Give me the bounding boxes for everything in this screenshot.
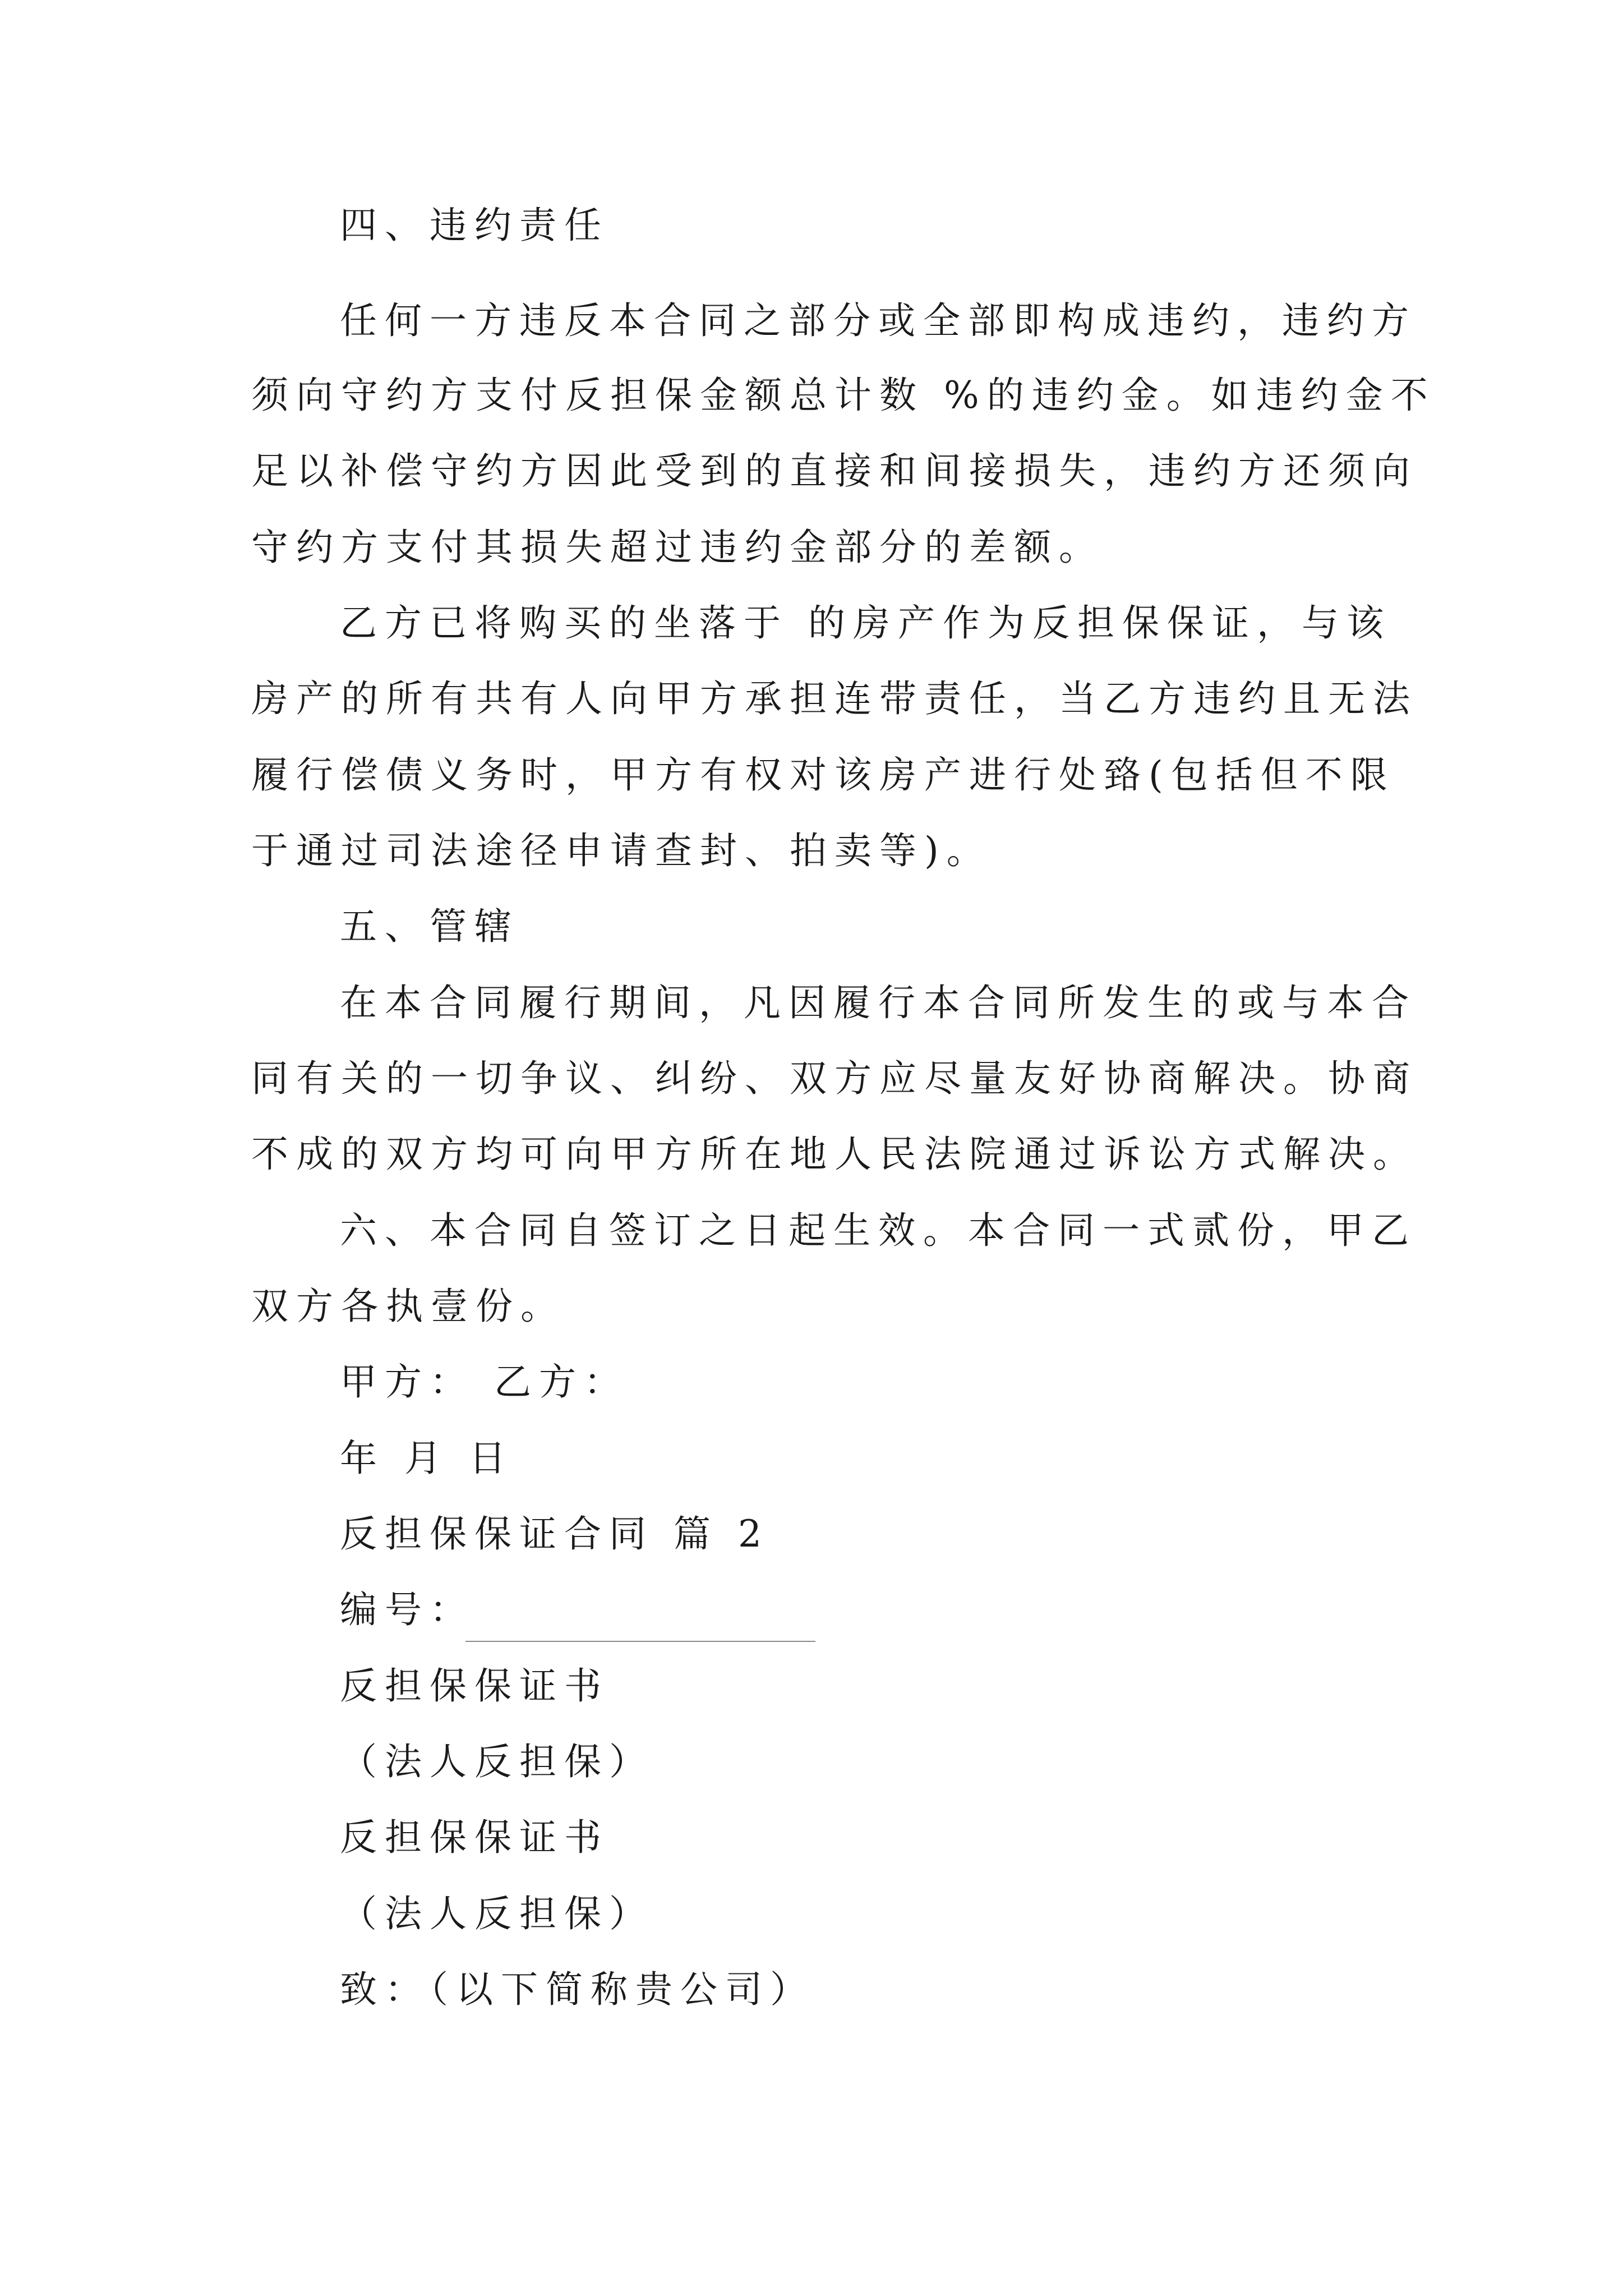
jurisdiction-paragraph-line-1: 在本合同履行期间，凡因履行本合同所发生的或与本合 <box>340 981 1417 1024</box>
breach-paragraph-2-line-3: 履行偿债义务时，甲方有权对该房产进行处臵(包括但不限 <box>251 753 1395 797</box>
addressee-line: 致：（以下简称贵公司） <box>340 1968 815 2011</box>
section-heading-jurisdiction: 五、管辖 <box>340 905 519 948</box>
effect-paragraph-line-1: 六、本合同自签订之日起生效。本合同一式贰份，甲乙 <box>340 1209 1417 1252</box>
contract-number-blank-line <box>465 1641 815 1642</box>
guarantee-letter-subtitle-1: （法人反担保） <box>340 1740 654 1783</box>
breach-paragraph-2-line-1: 乙方已将购买的坐落于 的房产作为反担保保证，与该 <box>340 601 1391 645</box>
jurisdiction-paragraph-line-3: 不成的双方均可向甲方所在地人民法院通过诉讼方式解决。 <box>251 1133 1418 1176</box>
jurisdiction-paragraph-line-2: 同有关的一切争议、纠纷、双方应尽量友好协商解决。协商 <box>251 1057 1418 1100</box>
breach-paragraph-1-line-3: 足以补偿守约方因此受到的直接和间接损失，违约方还须向 <box>251 449 1418 493</box>
effect-paragraph-line-2: 双方各执壹份。 <box>251 1285 565 1328</box>
signature-date: 年 月 日 <box>340 1437 514 1480</box>
breach-paragraph-1-line-1: 任何一方违反本合同之部分或全部即构成违约，违约方 <box>340 299 1417 342</box>
guarantee-letter-subtitle-2: （法人反担保） <box>340 1892 654 1935</box>
breach-paragraph-1-line-4: 守约方支付其损失超过违约金部分的差额。 <box>251 526 1104 569</box>
guarantee-letter-title-1: 反担保保证书 <box>340 1664 609 1708</box>
section-heading-breach-liability: 四、违约责任 <box>340 204 609 247</box>
signature-parties: 甲方： 乙方： <box>340 1360 629 1404</box>
article-2-title: 反担保保证合同 篇 2 <box>340 1512 769 1556</box>
breach-paragraph-1-line-2: 须向守约方支付反担保金额总计数 %的违约金。如违约金不 <box>251 374 1436 417</box>
guarantee-letter-title-2: 反担保保证书 <box>340 1816 609 1859</box>
breach-paragraph-2-line-4: 于通过司法途径申请查封、拍卖等)。 <box>251 829 992 872</box>
contract-number-label: 编号： <box>340 1588 474 1631</box>
breach-paragraph-2-line-2: 房产的所有共有人向甲方承担连带责任，当乙方违约且无法 <box>251 677 1418 720</box>
